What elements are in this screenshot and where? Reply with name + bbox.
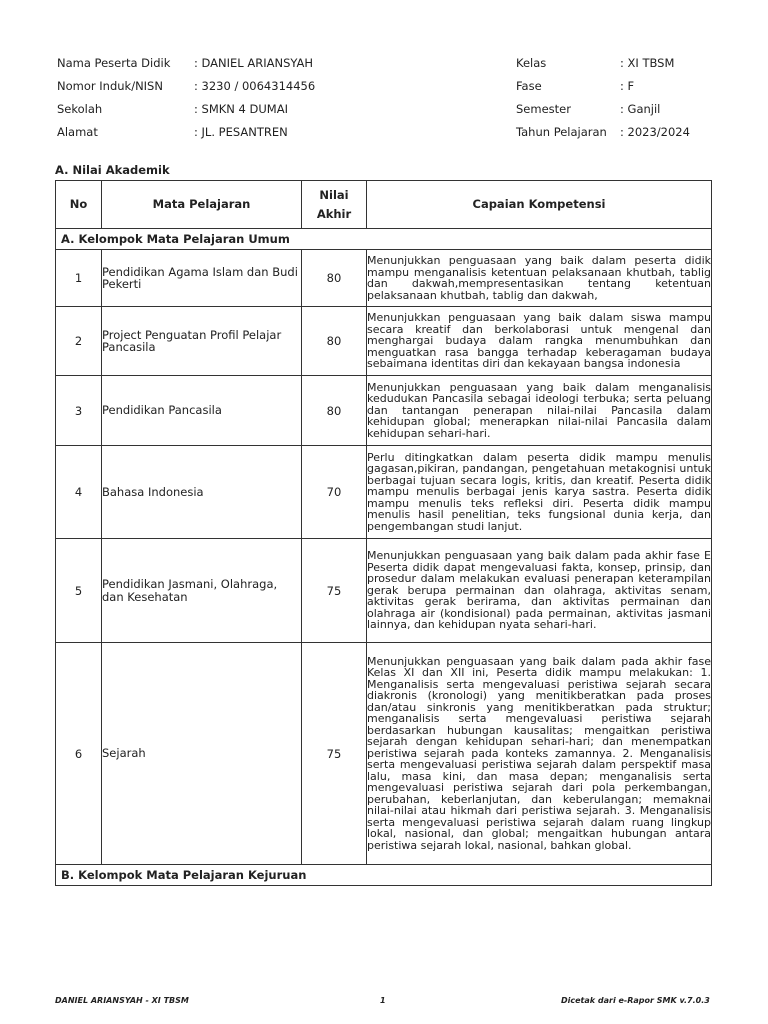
table-header-row (56, 181, 712, 229)
cell-no: 6 (56, 643, 102, 865)
footer-page-number: 1 (380, 996, 386, 1005)
info-row-semester (516, 98, 690, 121)
cell-achievement: Menunjukkan penguasaan yang baik dalam pada akhir fase Kelas XI dan XII ini, Peserta didik mampu melakukan: 1. Menganalisis serta mengevaluasi peristiwa sejarah secara diakronis (kronologi) yang menitikberatkan pada proses dan/atau sinkronis yang menitikberatkan pada struktur; menganalisis serta mengevaluasi peristiwa sejarah berdasarkan hubungan kausalitas; mengaitkan peristiwa sejarah dengan kehidupan sehari-hari; dan menempatkan peristiwa sejarah pada konteks zamannya. 2. Menganalisis serta mengevaluasi peristiwa sejarah dalam perspektif masa lalu, masa kini, dan masa depan; menganalisis serta mengevaluasi peristiwa sejarah dari pola perkembangan, perubahan, keberlanjutan, dan keberulangan; memaknai nilai-nilai atau hikmah dari peristiwa sejarah. 3. Menganalisis serta mengevaluasi peristiwa sejarah dalam ruang lingkup lokal, nasional, dan global; mengaitkan hubungan antara peristiwa sejarah lokal, nasional, bahkan global. (367, 643, 712, 865)
cell-achievement: Perlu ditingkatkan dalam peserta didik mampu menulis gagasan,pikiran, pandangan, pengetahuan metakognisi untuk berbagai tujuan secara logis, kritis, dan kreatif. Peserta didik mampu menulis berbagai jenis karya sastra. Peserta didik mampu menulis teks refleksi diri. Peserta didik mampu menulis hasil penelitian, teks fungsional dunia kerja, dan pengembangan studi lanjut. (367, 446, 712, 539)
info-value: : F (620, 79, 635, 93)
table-row (56, 539, 712, 643)
cell-no: 2 (56, 307, 102, 376)
group-row-umum (56, 229, 712, 250)
header-achievement: Capaian Kompetensi (367, 181, 712, 229)
info-row-phase (516, 75, 690, 98)
cell-achievement: Menunjukkan penguasaan yang baik dalam siswa mampu secara kreatif dan berkolaborasi untuk mengenal dan menghargai budaya dalam rangka menumbuhkan dan menguatkan rasa bangga terhadap keberagaman budaya sebaimana identitas diri dan kekayaan bangsa indonesia (367, 307, 712, 376)
info-value: : Ganjil (620, 102, 661, 116)
student-info-left (57, 52, 315, 144)
cell-subject: Sejarah (102, 643, 302, 865)
footer-printed-by: Dicetak dari e-Rapor SMK v.7.0.3 (561, 996, 710, 1005)
cell-score: 75 (302, 539, 367, 643)
header-score (302, 181, 367, 229)
table-row (56, 307, 712, 376)
grades-table (55, 180, 712, 886)
cell-subject: Bahasa Indonesia (102, 446, 302, 539)
info-label: Kelas (516, 56, 547, 70)
info-label: Tahun Pelajaran (516, 125, 607, 139)
table-row (56, 643, 712, 865)
header-score-line2: Akhir (316, 206, 352, 221)
table-row (56, 446, 712, 539)
table-row (56, 376, 712, 446)
info-row-nisn (57, 75, 315, 98)
table-row (56, 250, 712, 307)
info-label: Nama Peserta Didik (57, 56, 171, 70)
footer-student: DANIEL ARIANSYAH - XI TBSM (55, 996, 189, 1005)
info-value: : 2023/2024 (620, 125, 690, 139)
cell-no: 1 (56, 250, 102, 307)
section-title: A. Nilai Akademik (55, 163, 170, 177)
cell-no: 3 (56, 376, 102, 446)
info-row-name (57, 52, 315, 75)
cell-no: 4 (56, 446, 102, 539)
info-row-class (516, 52, 690, 75)
info-label: Semester (516, 102, 571, 116)
group-label: B. Kelompok Mata Pelajaran Kejuruan (56, 865, 712, 886)
header-subject: Mata Pelajaran (102, 181, 302, 229)
info-value: : JL. PESANTREN (194, 125, 288, 139)
cell-achievement: Menunjukkan penguasaan yang baik dalam peserta didik mampu menganalisis ketentuan pelaksanaan khutbah, tablig dan dakwah,mempresentasikan tentang ketentuan pelaksanaan khutbah, tablig dan dakwah, (367, 250, 712, 307)
info-value: : 3230 / 0064314456 (194, 79, 316, 93)
cell-achievement: Menunjukkan penguasaan yang baik dalam menganalisis kedudukan Pancasila sebagai ideologi terbuka; serta peluang dan tantangan penerapan nilai-nilai Pancasila dalam kehidupan global; menerapkan nilai-nilai Pancasila dalam kehidupan sehari-hari. (367, 376, 712, 446)
header-score-line1: Nilai (319, 187, 349, 202)
info-value: : XI TBSM (620, 56, 675, 70)
student-info-right (516, 52, 690, 144)
header-no: No (56, 181, 102, 229)
info-row-address (57, 121, 315, 144)
info-row-school (57, 98, 315, 121)
cell-score: 70 (302, 446, 367, 539)
cell-score: 80 (302, 250, 367, 307)
cell-subject: Pendidikan Jasmani, Olahraga, dan Kesehatan (102, 539, 302, 643)
cell-score: 80 (302, 376, 367, 446)
info-label: Sekolah (57, 102, 103, 116)
cell-subject: Pendidikan Pancasila (102, 376, 302, 446)
info-label: Fase (516, 79, 542, 93)
group-label: A. Kelompok Mata Pelajaran Umum (56, 229, 712, 250)
cell-no: 5 (56, 539, 102, 643)
cell-score: 80 (302, 307, 367, 376)
cell-subject: Pendidikan Agama Islam dan Budi Pekerti (102, 250, 302, 307)
cell-subject: Project Penguatan Profil Pelajar Pancasila (102, 307, 302, 376)
info-label: Nomor Induk/NISN (57, 79, 163, 93)
cell-score: 75 (302, 643, 367, 865)
group-row-kejuruan (56, 865, 712, 886)
info-value: : SMKN 4 DUMAI (194, 102, 288, 116)
cell-achievement: Menunjukkan penguasaan yang baik dalam pada akhir fase E Peserta didik dapat mengevaluasi fakta, konsep, prinsip, dan prosedur dalam melakukan evaluasi penerapan keterampilan gerak berupa permainan dan olahraga, aktivitas senam, aktivitas gerak berirama, dan aktivitas permainan dan olahraga air (kondisional) pada permainan, aktivitas jasmani lainnya, dan kehidupan nyata sehari-hari. (367, 539, 712, 643)
info-value: : DANIEL ARIANSYAH (194, 56, 314, 70)
info-row-academic-year (516, 121, 690, 144)
info-label: Alamat (57, 125, 98, 139)
